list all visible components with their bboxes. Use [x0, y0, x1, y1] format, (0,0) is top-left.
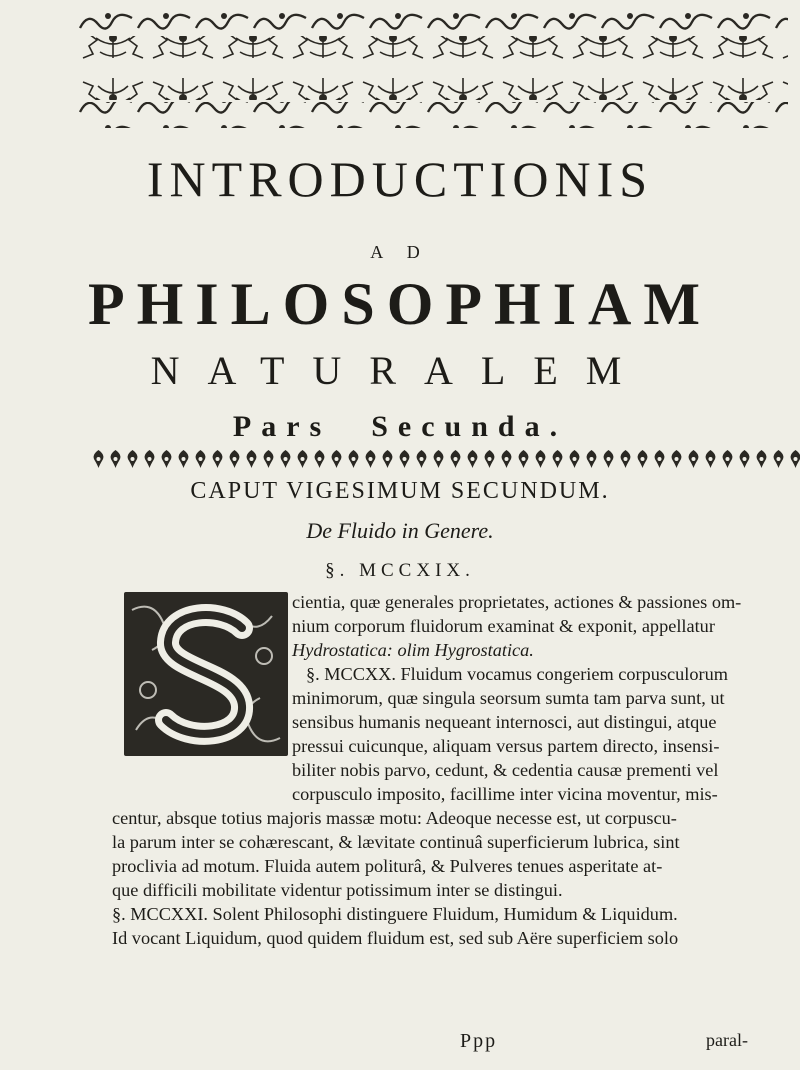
- catchword: paral-: [706, 1030, 748, 1050]
- text-line: sensibus humanis nequeant internosci, aut distingui, atque: [292, 712, 717, 732]
- text-line: cientia, quæ generales proprietates, actiones & passiones om-: [292, 592, 742, 612]
- title-ad: A D: [370, 242, 430, 262]
- ornamental-rule: [90, 448, 800, 470]
- part-title: [0, 410, 800, 444]
- drop-cap-initial-s: [122, 590, 290, 758]
- text-line: Id vocant Liquidum, quod quidem fluidum est, sed sub Aëre superficiem solo: [112, 928, 679, 948]
- text-line: que difficili mobilitate videntur potissimum inter se distingui.: [112, 880, 563, 900]
- part-word-pars: Pars: [232, 410, 332, 443]
- text-line: minimorum, quæ singula seorsum sumta tam parva sunt, ut: [292, 688, 725, 708]
- text-line: Hydrostatica: olim Hygrostatica.: [292, 640, 534, 660]
- title-philosophiam: PHILOSOPHIAM: [87, 271, 713, 337]
- text-line: pressui cuicunque, aliquam versus partem directo, insensi-: [292, 736, 720, 756]
- chapter-heading: CAPUT VIGESIMUM SECUNDUM.: [190, 478, 610, 504]
- text-line: corpusculo imposito, facillime inter vicina moventur, mis-: [292, 784, 718, 804]
- part-word-secunda: Secunda.: [371, 410, 568, 443]
- text-line: §. MCCXX. Fluidum vocamus congeriem corpusculorum: [306, 664, 728, 684]
- title-introductionis: INTRODUCTIONIS: [146, 151, 654, 207]
- text-line: nium corporum fluidorum examinat & exponit, appellatur: [292, 616, 715, 636]
- title-naturalem: NATURALEM: [150, 348, 650, 393]
- text-line: la parum inter se cohærescant, & lævitate continuâ superficierum lubrica, sint: [112, 832, 680, 852]
- text-line: proclivia ad motum. Fluida autem politurâ, & Pulveres tenues asperitate at-: [112, 856, 663, 876]
- ornamental-headpiece: [78, 8, 788, 128]
- text-line: biliter nobis parvo, cedunt, & cedentia causæ prementi vel: [292, 760, 719, 780]
- text-line: §. MCCXXI. Solent Philosophi distinguere Fluidum, Humidum & Liquidum.: [112, 904, 678, 924]
- paragraph-number: §. MCCXIX.: [325, 560, 475, 581]
- chapter-subtitle: De Fluido in Genere.: [306, 518, 494, 543]
- text-line: centur, absque totius majoris massæ motu: Adeoque necesse est, ut corpuscu-: [112, 808, 677, 828]
- signature-mark: Ppp: [460, 1030, 498, 1052]
